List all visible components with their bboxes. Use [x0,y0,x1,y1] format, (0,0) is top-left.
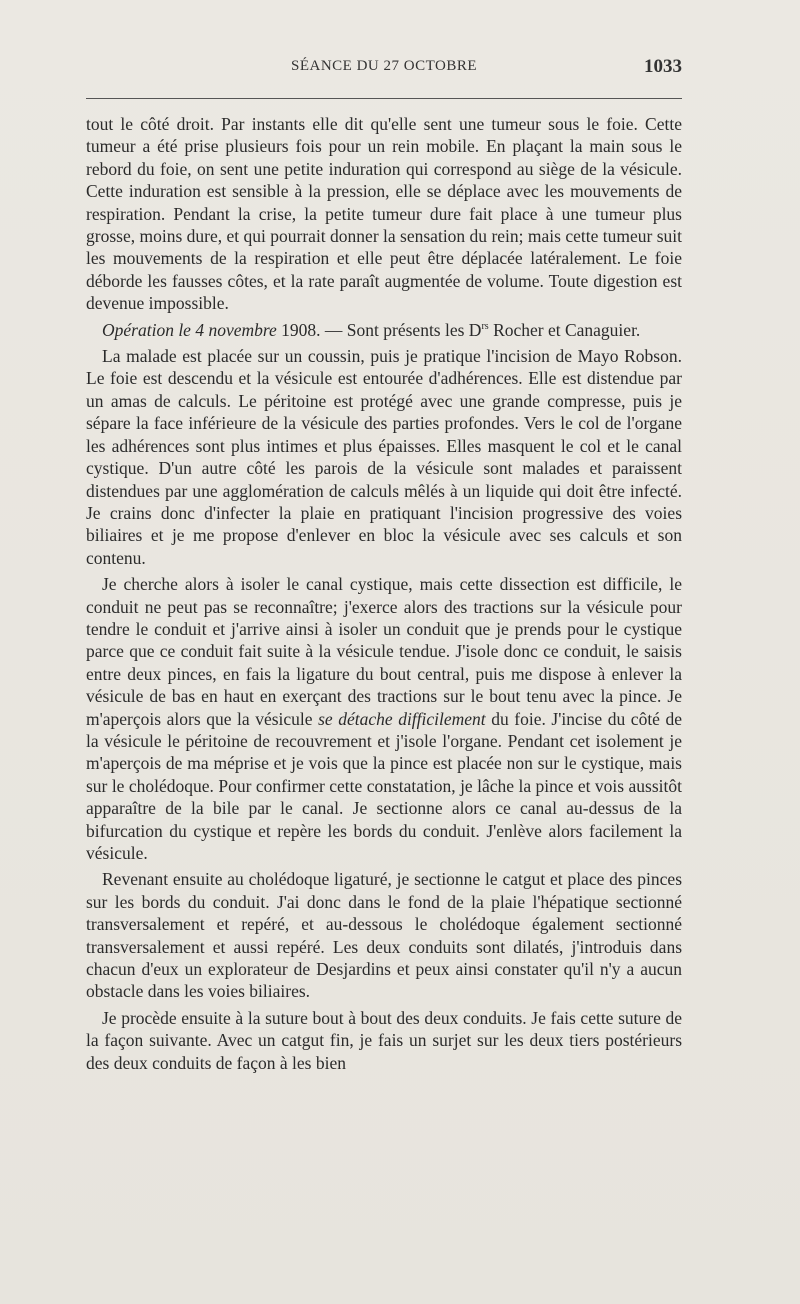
operation-year: 1908. — Sont présents les D [281,319,482,340]
body-text [86,113,682,1078]
paragraph-incision: La malade est placée sur un coussin, puis je pratique l'incision de Mayo Robson. Le foie est descendu et la vésicule est entourée d'adhérences. Elle est distendue par un amas de calculs. Le péritoine est protégé avec une grande compresse, puis je sépare la face inférieure de la vésicule des parties profondes. Vers le col de l'organe les adhérences sont plus intimes et plus épaisses. Elles masquent le col et le canal cystique. D'un autre côté les parois de la vésicule sont malades et paraissent distendues par une agglomération de calculs mêlés à un liquide qui doit être infecté. Je crains donc d'infecter la plaie en pratiquant l'incision progressive des voies biliaires et je me propose d'enlever en bloc la vésicule avec ses calculs et son contenu. [86,346,682,568]
operation-date-italic: Opération le 4 novembre [102,319,277,340]
paragraph-choledoque: Revenant ensuite au cholédoque ligaturé, je sectionne le catgut et place des pinces sur les bords du conduit. J'ai donc dans le fond de la plaie l'hépatique sectionné transversalement et repéré, et au-dessous le cholédoque également sectionné transversalement et aussi repéré. Les deux conduits sont dilatés, j'introduis dans chacun d'eux un explorateur de Desjardins et peux ainsi constater qu'il n'y a aucun obstacle dans les voies biliaires. [86,869,682,1002]
header-rule [86,98,682,99]
doctors-superscript: rs [481,320,489,332]
dissection-text-after: du foie. J'incise du côté de la vésicule le péritoine de recouvrement et j'isole l'organe. Pendant cet isolement je m'aperçois de ma méprise et je vois que la pince est placée non sur le cystique, mais sur le cholédoque. Pour confirmer cette constatation, je lâche la pince et vois aussitôt apparaître de la bile par le canal. Je sectionne alors ce canal au-dessus de la bifurcation du cystique et repère les bords du conduit. J'enlève alors facilement la vésicule. [86,708,683,863]
page-number: 1033 [644,56,682,77]
page-header [86,58,682,84]
dissection-text-before: Je cherche alors à isoler le canal cystique, mais cette dissection est difficile, le conduit ne peut pas se reconnaître; j'exerce alors des tractions sur la vésicule pour tendre le conduit et j'arrive ainsi à isoler un conduit que je prends pour le cystique parce que ce conduit fait suite à la vésicule tendue. J'isole donc ce conduit, le saisis entre deux pinces, en fais la ligature du bout central, puis me dispose à enlever la vésicule de bas en haut en exerçant des tractions sur le bout tenu avec la pince. Je m'aperçois alors que la vésicule [86,574,682,729]
paragraph-dissection [86,573,682,864]
operation-doctors: Rocher et Canaguier. [493,319,641,340]
running-title: SÉANCE DU 27 OCTOBRE [291,58,477,74]
paragraph-operation-date [86,319,682,341]
dissection-italic: se détache difficilement [318,708,486,729]
paragraph-suture: Je procède ensuite à la suture bout à bout des deux conduits. Je fais cette suture de la façon suivante. Avec un catgut fin, je fais un surjet sur les deux tiers postérieurs des deux conduits de façon à les bien [86,1007,682,1073]
paragraph-symptoms: tout le côté droit. Par instants elle dit qu'elle sent une tumeur sous le foie. Cette tumeur a été prise plusieurs fois pour un rein mobile. En plaçant la main sous le rebord du foie, on sent une petite induration qui correspond au siège de la vésicule. Cette induration est sensible à la pression, elle se déplace avec les mouvements de respiration. Pendant la crise, la petite tumeur dure fait place à une tumeur plus grosse, moins dure, et qui pourrait donner la sensation du rein; mais cette tumeur suit les mouvements de la respiration et elle peut être déplacée latéralement. Le foie déborde les fausses côtes, et la rate paraît augmentée de volume. Toute digestion est devenue impossible. [86,114,682,314]
